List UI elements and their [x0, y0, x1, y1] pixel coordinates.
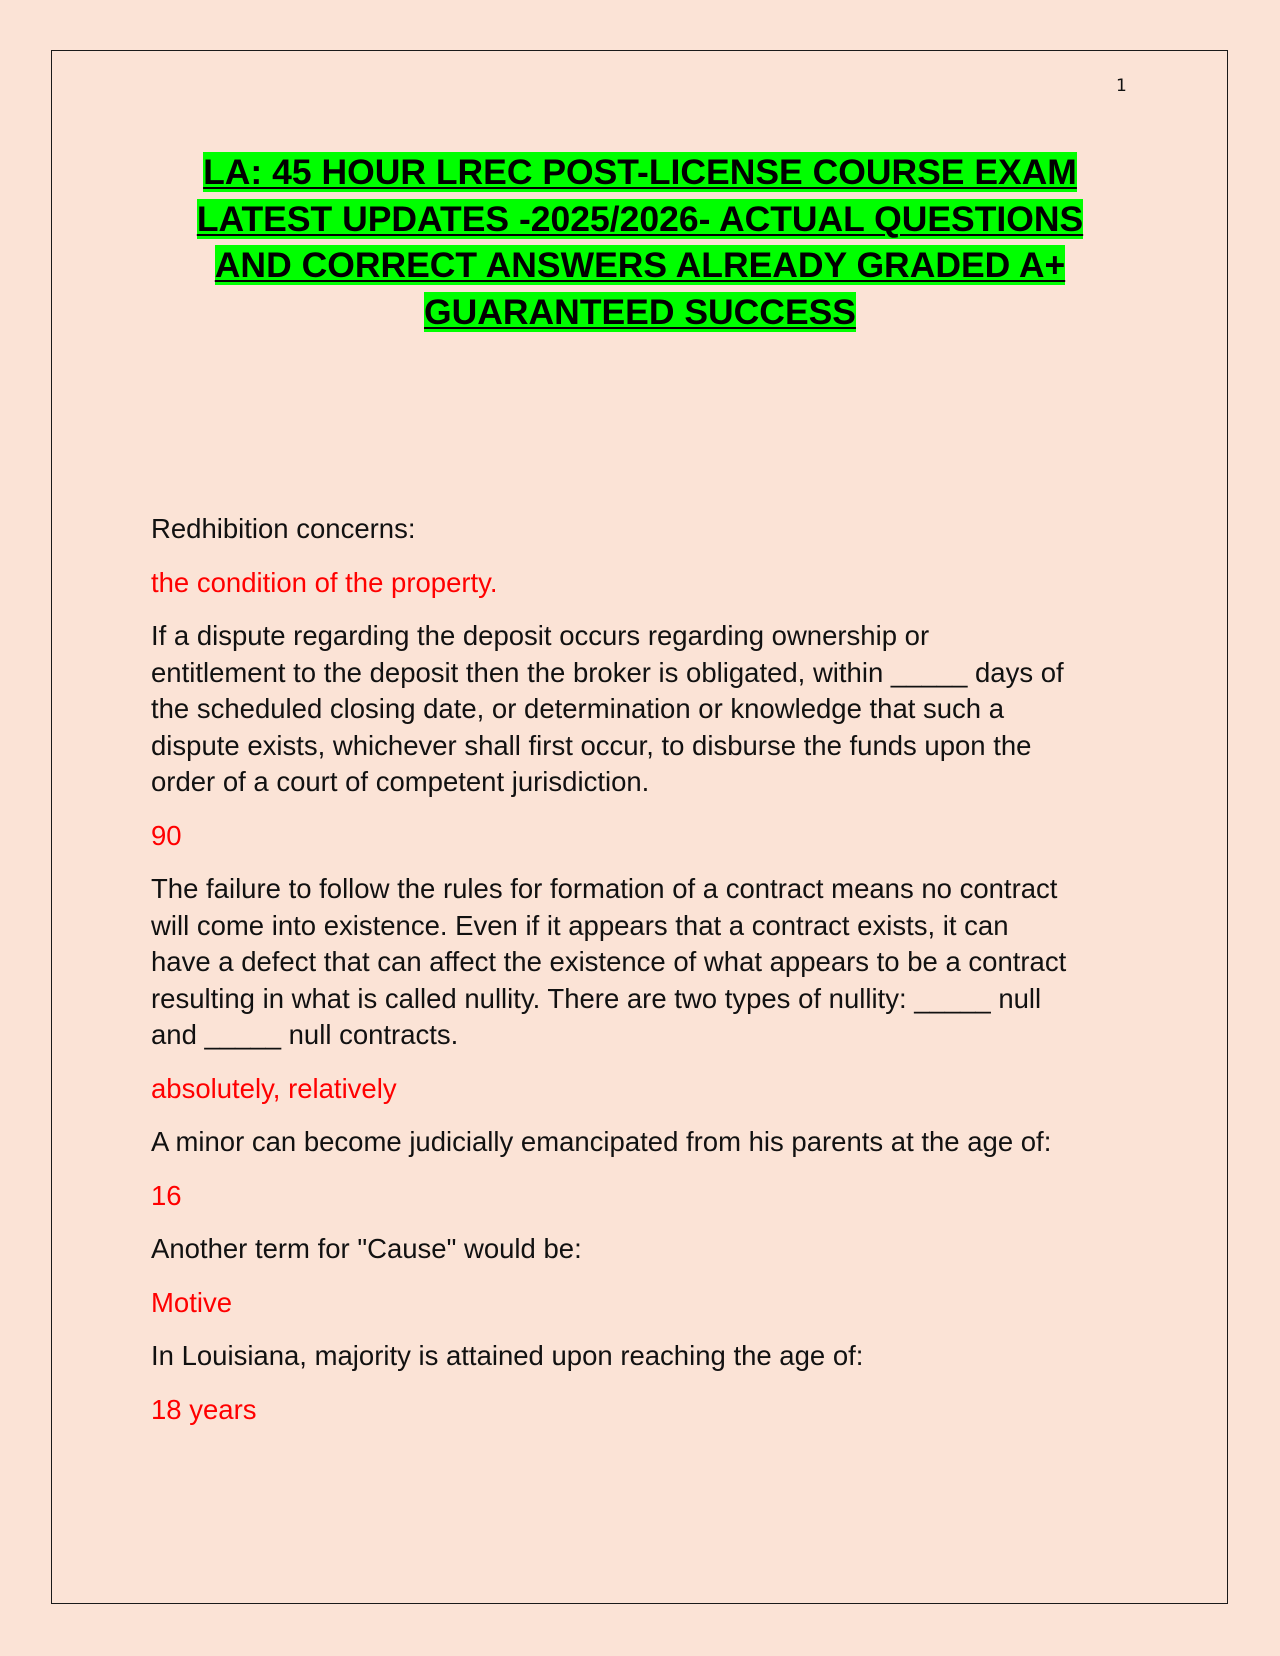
title-line-4: GUARANTEED SUCCESS — [424, 291, 856, 332]
answer-4: 16 — [151, 1179, 182, 1211]
title-line-3: AND CORRECT ANSWERS ALREADY GRADED A+ — [214, 245, 1066, 285]
answer-2: 90 — [151, 819, 182, 851]
question-5: Another term for "Cause" would be: — [151, 1233, 582, 1264]
question-4: A minor can become judicially emancipated from his parents at the age of: — [151, 1126, 1052, 1157]
answer-3: absolutely, relatively — [151, 1072, 397, 1104]
answer-1: the condition of the property. — [151, 566, 498, 598]
answer-6: 18 years — [151, 1393, 257, 1425]
title-line-2: LATEST UPDATES -2025/2026- ACTUAL QUESTIONS — [196, 198, 1084, 239]
question-6: In Louisiana, majority is attained upon reaching the age of: — [151, 1340, 864, 1371]
title-line-1: LA: 45 HOUR LREC POST-LICENSE COURSE EXAM — [203, 152, 1077, 192]
question-1: Redhibition concerns: — [151, 513, 416, 544]
answer-5: Motive — [151, 1286, 232, 1318]
question-2: If a dispute regarding the deposit occurs regarding ownership or entitlement to the deposit then the broker is obligated, within _____ days of the scheduled closing date, or determination or knowledge that such a dispute exists, whichever shall first occur, to disburse the funds upon the order of a court of competent jurisdiction. — [151, 620, 1064, 797]
document-title — [150, 149, 1130, 335]
page-number: 1 — [1116, 76, 1127, 96]
question-3: The failure to follow the rules for formation of a contract means no contract will come into existence. Even if it appears that a contract exists, it can have a defect that can affect the existence of what appears to be a contract resulting in what is called nullity. There are two types of nullity: _____ null and _____ null contracts. — [151, 873, 1067, 1050]
qa-list — [151, 511, 1136, 1445]
